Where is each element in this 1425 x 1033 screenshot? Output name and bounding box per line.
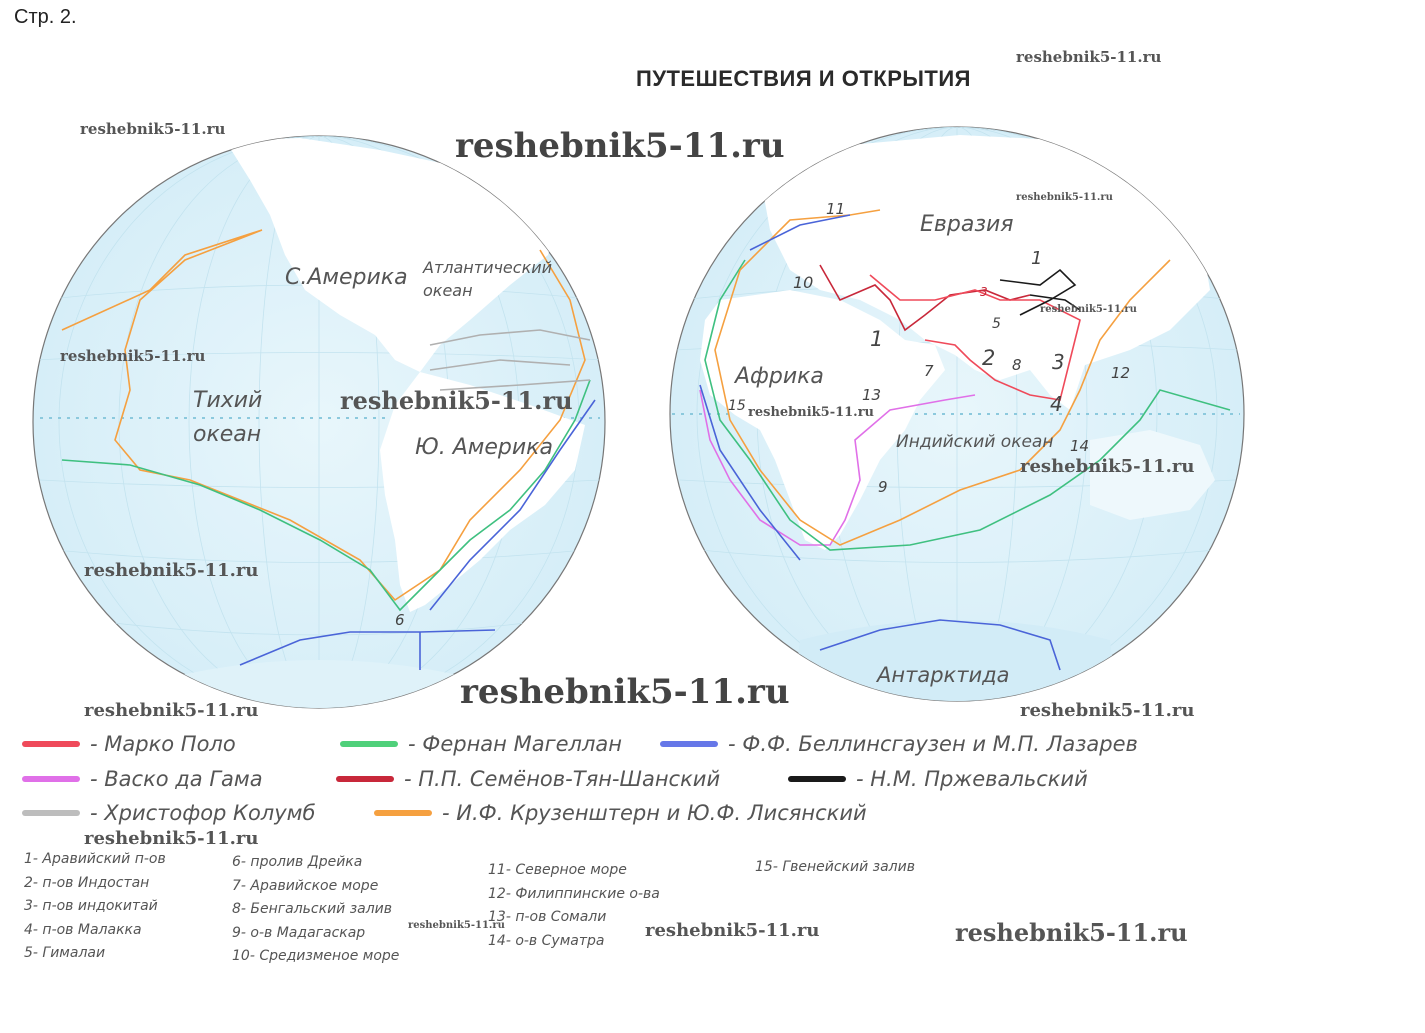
label-pacific-ocean-1: Тихий xyxy=(193,388,263,413)
watermark: reshebnik5-11.ru xyxy=(84,700,259,721)
watermark: reshebnik5-11.ru xyxy=(80,120,226,138)
key-item: 3- п-ов индокитай xyxy=(24,898,158,914)
key-item: 6- пролив Дрейка xyxy=(232,854,363,870)
marker-4: 4 xyxy=(1050,392,1063,416)
key-item: 13- п-ов Сомали xyxy=(488,909,607,925)
key-column-4 xyxy=(755,856,915,880)
legend-item-marco-polo xyxy=(22,732,236,756)
watermark: reshebnik5-11.ru xyxy=(645,920,820,941)
legend-label: - Фернан Магеллан xyxy=(408,732,622,756)
legend-item-bellingshausen xyxy=(660,732,1138,756)
key-item: 9- о-в Мадагаскар xyxy=(232,924,366,941)
watermark: reshebnik5-11.ru xyxy=(408,920,505,931)
legend-item-columbus xyxy=(22,801,315,825)
marker-2: 2 xyxy=(982,346,996,370)
legend-label: - Марко Поло xyxy=(90,732,236,756)
watermark: reshebnik5-11.ru xyxy=(460,672,790,712)
legend-swatch xyxy=(660,741,718,747)
key-item: 15- Гвенейский залив xyxy=(755,859,915,875)
western-hemisphere xyxy=(33,136,605,720)
label-south-america: Ю. Америка xyxy=(415,435,553,460)
legend-swatch xyxy=(22,741,80,747)
label-antarctica: Антарктида xyxy=(877,663,1010,687)
label-indian-ocean: Индийский океан xyxy=(896,432,1054,452)
legend-swatch xyxy=(788,776,846,782)
marker-8: 8 xyxy=(1012,356,1022,374)
marker-9: 9 xyxy=(878,478,888,496)
legend-item-przhevalsky xyxy=(788,767,1088,791)
marker-15: 15 xyxy=(728,398,746,414)
watermark: reshebnik5-11.ru xyxy=(748,405,875,420)
watermark: reshebnik5-11.ru xyxy=(955,918,1188,947)
legend-swatch xyxy=(336,776,394,782)
legend-label: - Ф.Ф. Беллинсгаузен и М.П. Лазарев xyxy=(728,732,1138,756)
key-item: 7- Аравийское море xyxy=(232,877,379,894)
key-item: 11- Северное море xyxy=(488,862,627,878)
watermark: reshebnik5-11.ru xyxy=(1020,456,1195,477)
marker-11: 11 xyxy=(826,200,846,218)
legend-item-krusenstern xyxy=(374,801,867,825)
label-atlantic-ocean-1: Атлантический xyxy=(423,258,553,277)
legend-label: - Христофор Колумб xyxy=(90,801,316,825)
label-pacific-ocean-2: океан xyxy=(193,422,262,447)
key-item: 10- Средизменое море xyxy=(232,948,400,964)
legend-swatch xyxy=(22,776,80,782)
label-atlantic-ocean-2: океан xyxy=(423,281,473,300)
watermark: reshebnik5-11.ru xyxy=(1016,192,1113,203)
marker-5: 5 xyxy=(992,316,1001,332)
label-eurasia: Евразия xyxy=(920,212,1014,237)
marker-14: 14 xyxy=(1070,437,1090,455)
key-item: 14- о-в Суматра xyxy=(488,932,605,949)
legend-swatch xyxy=(374,810,432,816)
marker-12: 12 xyxy=(1111,364,1131,382)
marker-7: 7 xyxy=(924,362,934,380)
key-item: 4- п-ов Малакка xyxy=(24,921,142,938)
watermark: reshebnik5-11.ru xyxy=(60,347,206,365)
legend-swatch xyxy=(22,810,80,816)
label-north-america: С.Америка xyxy=(285,265,408,290)
key-column-1 xyxy=(24,848,166,966)
key-column-2 xyxy=(232,851,399,969)
watermark: reshebnik5-11.ru xyxy=(84,828,259,849)
marker-1-himalaya: 1 xyxy=(1031,248,1043,269)
legend-label: - Васко да Гама xyxy=(90,767,263,791)
watermark: reshebnik5-11.ru xyxy=(340,386,573,415)
label-africa: Африка xyxy=(735,364,824,389)
marker-3: 3 xyxy=(1052,350,1065,374)
legend-item-semenov xyxy=(336,767,720,791)
key-item: 8- Бенгальский залив xyxy=(232,901,393,917)
watermark: reshebnik5-11.ru xyxy=(455,126,785,166)
legend-swatch xyxy=(340,741,398,747)
legend-label: - Н.М. Пржевальский xyxy=(856,767,1088,791)
page-number: Стр. 2. xyxy=(14,6,77,28)
marker-13: 13 xyxy=(862,386,882,404)
marker-3-small: 3 xyxy=(980,285,988,299)
watermark: reshebnik5-11.ru xyxy=(1020,700,1195,721)
legend-item-magellan xyxy=(340,732,622,756)
legend-label: - И.Ф. Крузенштерн и Ю.Ф. Лисянский xyxy=(442,801,867,825)
marker-1: 1 xyxy=(870,327,884,351)
map-title: ПУТЕШЕСТВИЯ И ОТКРЫТИЯ xyxy=(636,66,971,91)
key-item: 5- Гималаи xyxy=(24,945,106,961)
key-column-3 xyxy=(488,859,660,953)
key-item: 2- п-ов Индостан xyxy=(24,874,150,891)
key-item: 1- Аравийский п-ов xyxy=(24,851,166,867)
key-item: 12- Филиппинские о-ва xyxy=(488,885,660,902)
watermark: reshebnik5-11.ru xyxy=(1016,48,1162,66)
watermark: reshebnik5-11.ru xyxy=(1040,304,1137,315)
legend-label: - П.П. Семёнов-Тян-Шанский xyxy=(404,767,721,791)
marker-10: 10 xyxy=(793,273,814,292)
legend-item-vasco-da-gama xyxy=(22,767,263,791)
watermark: reshebnik5-11.ru xyxy=(84,560,259,581)
marker-6: 6 xyxy=(395,611,405,629)
